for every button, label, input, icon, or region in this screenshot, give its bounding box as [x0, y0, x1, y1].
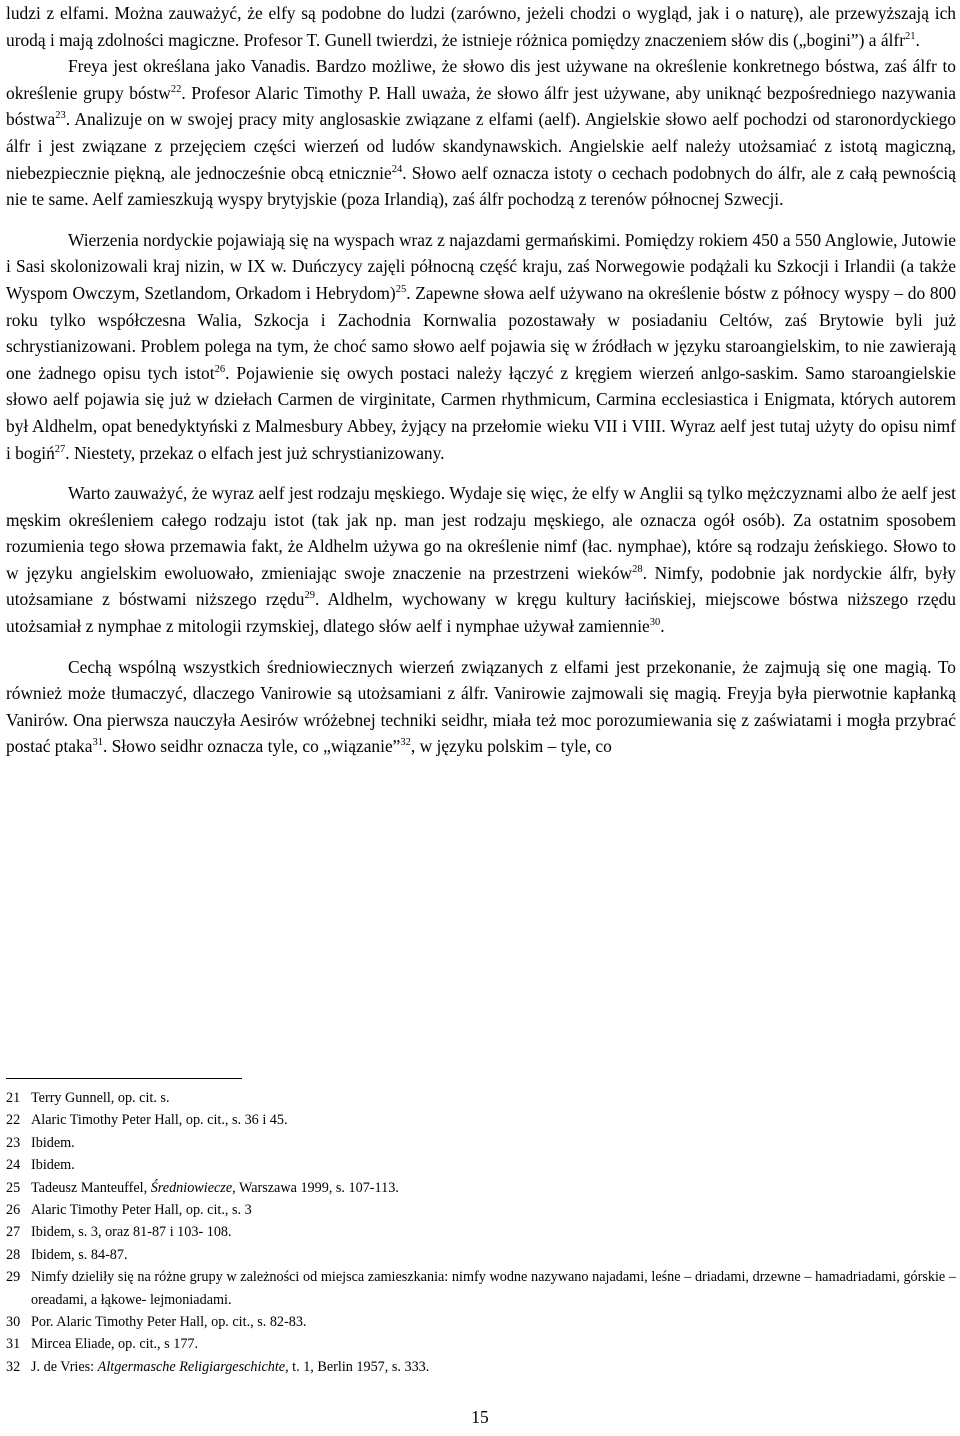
text-run: Por. Alaric Timothy Peter Hall, op. cit., s. 82-83.: [31, 1314, 307, 1331]
footnotes: [6, 1087, 956, 1378]
footnote: [6, 1244, 956, 1266]
paragraph: [6, 227, 956, 466]
italic-title: Altgermasche Religiargeschichte: [97, 1358, 286, 1375]
text-run: Tadeusz Manteuffel,: [31, 1179, 151, 1196]
footnote-text: [31, 1244, 956, 1266]
footnote: [6, 1356, 956, 1378]
footnote: [6, 1177, 956, 1199]
footnote: [6, 1266, 956, 1311]
footnote-text: [31, 1154, 956, 1176]
footnote-reference: 22: [170, 83, 182, 95]
footnote-reference: 32: [400, 737, 411, 749]
footnote-text: [31, 1109, 956, 1131]
page-number: 15: [471, 1407, 489, 1427]
footnote-number: 27: [6, 1224, 21, 1241]
text-run: Terry Gunnell, op. cit. s.: [31, 1090, 170, 1106]
footnote: [6, 1132, 956, 1154]
text-run: , w języku polskim – tyle, co: [410, 736, 612, 757]
paragraph: [6, 53, 956, 213]
text-run: .: [660, 616, 665, 637]
footnote-reference: 21: [905, 30, 916, 42]
footnote-text: [31, 1266, 956, 1311]
text-run: . Słowo seidhr oznacza tyle, co „wiązanie”: [102, 736, 401, 757]
text-run: . Słowo aelf oznacza istoty o cechach podobnych do álfr, ale z całą pewnością nie te same. Aelf zamieszkują wyspy brytyjskie (poza Irlandią), zaś álfr pochodzą z terenów północnej Szwecji.: [6, 162, 956, 210]
footnote-text: [31, 1221, 956, 1243]
footnote-reference: 25: [395, 283, 407, 295]
paragraph: [6, 480, 956, 640]
footnote: [6, 1087, 956, 1109]
footnote-separator: [6, 1078, 242, 1079]
text-run: . Analizuje on w swojej pracy mity anglosaskie związane z elfami (aelf). Angielskie słowo aelf pochodzi od staronordyckiego álfr i jest związane z przejęciem części wierzeń od ludów skandynawskich. Angielskie aelf należy utożsamiać z istotą magiczną, niebezpiecznie piękną, ale jednocześnie obcą etnicznie: [6, 109, 956, 183]
footnote-text: [31, 1311, 956, 1333]
text-run: . Aldhelm, wychowany w kręgu kultury łacińskiej, miejscowe bóstwa niższego rzędu utożsamiał z nymphae z mitologii rzymskiej, dlatego słów aelf i nymphae używał zamiennie: [6, 589, 956, 637]
footnote-number: 25: [6, 1179, 21, 1196]
text-run: , t. 1, Berlin 1957, s. 333.: [285, 1358, 430, 1375]
text-run: . Pojawienie się owych postaci należy łączyć z kręgiem wierzeń anlgo-saskim. Samo staroangielskie słowo aelf pojawia się już w dziełach Carmen de virginitate, Carmen rhythmicum, Carmina ecclesiastica i Enigmata, których autorem był Aldhelm, opat benedyktyński z Malmesbury Abbey, żyjący na przełomie wieku VII i VIII. Wyraz aelf jest tutaj użyty do opisu nimf i bogiń: [6, 362, 956, 463]
footnote-text: [31, 1333, 956, 1355]
footnote-text: [31, 1087, 956, 1109]
footnote-number: 31: [6, 1336, 21, 1353]
footnote: [6, 1154, 956, 1176]
text-run: .: [915, 29, 920, 50]
text-run: Ibidem, s. 84-87.: [31, 1246, 128, 1263]
footnote-number: 23: [6, 1134, 21, 1151]
text-run: Warto zauważyć, że wyraz aelf jest rodzaju męskiego. Wydaje się więc, że elfy w Anglii są tylko mężczyznami albo że aelf jest męskim określeniem całego rodzaju istot (tak jak np. man jest rodzaju męskiego, ale oznacza ogół osób). Za ostatnim sposobem rozumienia tego słowa przemawia fakt, że Aldhelm używa go na określenie nimf (łac. nymphae), które są rodzaju żeńskiego. Słowo to w języku angielskim ewoluowało, zmieniając swoje znaczenie na przestrzeni wieków: [6, 483, 956, 583]
footnote: [6, 1221, 956, 1243]
text-run: Ibidem, s. 3, oraz 81-87 i 103- 108.: [31, 1224, 232, 1241]
text-run: . Zapewne słowa aelf używano na określenie bóstw z północy wyspy – do 800 roku tylko współczesna Walia, Szkocja i Zachodnia Kornwalia pozostawały w posiadaniu Celtów, zaś Brytowie byli już schrystianizowani. Problem polega na tym, że choć samo słowo aelf pojawia się w źródłach w języku staroangielskim, to nie zawierają one żadnego opisu tych istot: [6, 282, 957, 383]
text-run: Ibidem.: [31, 1134, 75, 1151]
footnote-number: 30: [6, 1314, 21, 1331]
text-run: Ibidem.: [31, 1157, 75, 1174]
text-run: Freya jest określana jako Vanadis. Bardzo możliwe, że słowo dis jest używane na określenie konkretnego bóstwa, zaś álfr to określenie grupy bóstw: [6, 56, 956, 103]
footnote-text: [31, 1199, 956, 1221]
footnote: [6, 1109, 956, 1131]
footnote-reference: 29: [304, 590, 315, 602]
italic-title: Średniowiecze: [150, 1179, 233, 1196]
footnote-reference: 24: [391, 163, 403, 175]
footnote-number: 29: [6, 1269, 21, 1286]
footnote-reference: 30: [649, 617, 661, 629]
paragraph: [6, 654, 956, 760]
text-run: , Warszawa 1999, s. 107-113.: [232, 1179, 399, 1196]
footnote-number: 26: [6, 1202, 21, 1219]
footnote-reference: 23: [55, 110, 66, 122]
text-run: . Nimfy, podobnie jak nordyckie álfr, były utożsamiane z bóstwami niższego rzędu: [6, 562, 956, 610]
text-run: . Niestety, przekaz o elfach jest już schrystianizowany.: [65, 442, 445, 463]
footnote: [6, 1311, 956, 1333]
text-run: . Profesor Alaric Timothy P. Hall uważa, że słowo álfr jest używane, aby uniknąć bezpośredniego nazywania bóstwa: [6, 82, 956, 130]
text-run: Alaric Timothy Peter Hall, op. cit., s. 3: [31, 1202, 252, 1219]
footnote-number: 21: [6, 1090, 21, 1106]
footnote-text: [31, 1132, 956, 1154]
footnote-number: 28: [6, 1246, 21, 1263]
footnote-reference: 26: [214, 363, 226, 375]
footnote: [6, 1199, 956, 1221]
text-run: Wierzenia nordyckie pojawiają się na wyspach wraz z najazdami germańskimi. Pomiędzy rokiem 450 a 550 Anglowie, Jutowie i Sasi skolonizowali kraj nizin, w IX w. Duńczycy zajęli północną część kraju, zaś Norwegowie podążali ku Szkocji i Irlandii (a także Wyspom Owczym, Szetlandom, Orkadom i Hebrydom): [6, 229, 956, 303]
main-text: [6, 0, 956, 760]
text-run: ludzi z elfami. Można zauważyć, że elfy są podobne do ludzi (zarówno, jeżeli chodzi o wygląd, jak i o naturę), ale przewyższają ich urodą i mają zdolności magiczne. Profesor T. Gunell twierdzi, że istnieje różnica pomiędzy znaczeniem słów dis („bogini”) a álfr: [6, 3, 956, 50]
text-run: Mircea Eliade, op. cit., s 177.: [31, 1336, 199, 1353]
text-run: Alaric Timothy Peter Hall, op. cit., s. 36 i 45.: [31, 1112, 288, 1129]
footnote: [6, 1333, 956, 1355]
text-run: J. de Vries:: [31, 1358, 98, 1375]
footnote-text: [31, 1356, 956, 1378]
text-run: Cechą wspólną wszystkich średniowiecznych wierzeń związanych z elfami jest przekonanie, że zajmują się one magią. To również może tłumaczyć, dlaczego Vanirowie są utożsamiani z álfr. Vanirowie zajmowali się magią. Freyja była pierwotnie kapłanką Vanirów. Ona pierwsza nauczyła Aesirów wróżebnej techniki seidhr, miała też moc porozumiewania się z zaświatami i mogła przybrać postać ptaka: [6, 656, 956, 757]
footnote-text: [31, 1177, 956, 1199]
footnote-reference: 28: [632, 563, 643, 575]
paragraph: [6, 0, 956, 53]
footnote-reference: 31: [92, 737, 103, 749]
footnote-number: 22: [6, 1112, 21, 1129]
footnote-number: 24: [6, 1157, 21, 1174]
footnote-reference: 27: [54, 443, 66, 455]
text-run: Nimfy dzieliły się na różne grupy w zależności od miejsca zamieszkania: nimfy wodne nazywano najadami, leśne – driadami, drzewne – hamadriadami, górskie – oreadami, a łąkowe- lejmoniadami.: [31, 1269, 956, 1308]
footnote-number: 32: [6, 1358, 21, 1375]
